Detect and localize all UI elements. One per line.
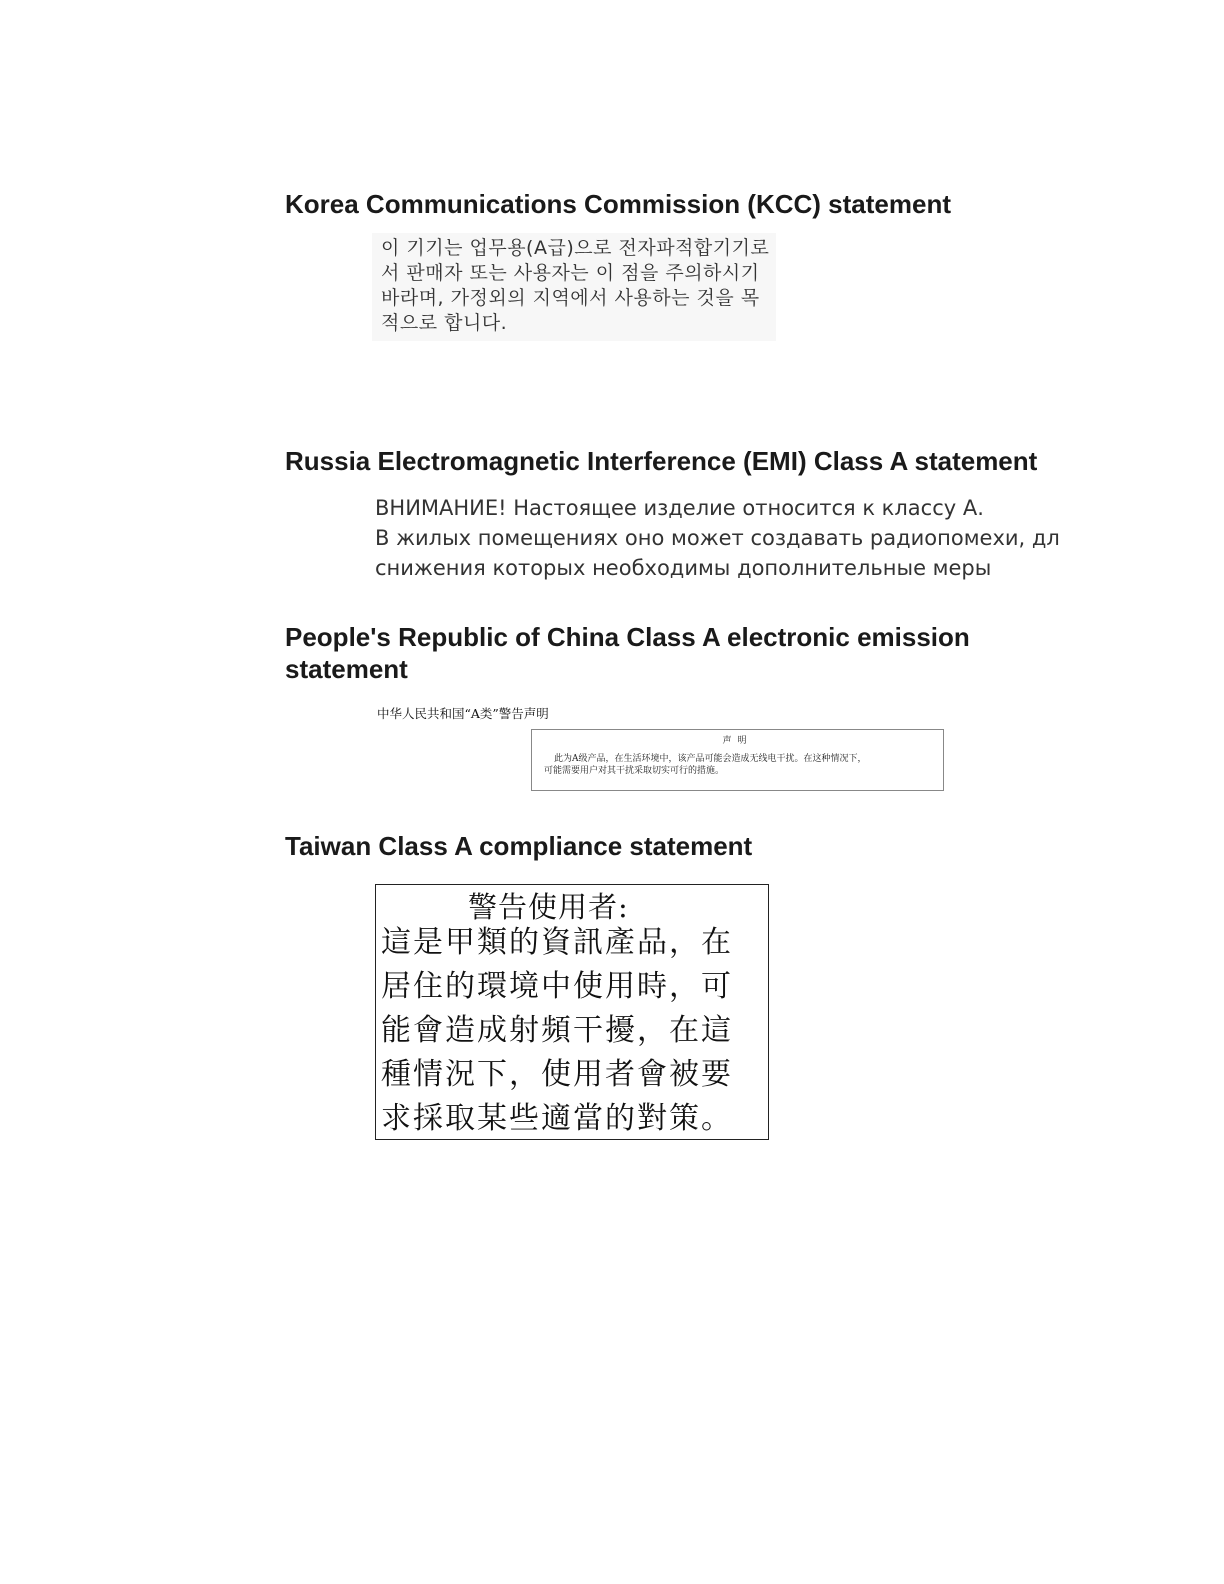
china-statement-line: 此为A级产品，在生活环境中，该产品可能会造成无线电干扰。在这种情况下，	[554, 754, 867, 764]
taiwan-statement-line: 能會造成射頻干擾，在這	[381, 1013, 733, 1048]
russia-emi-statement-image	[375, 493, 1110, 583]
china-statement-box-title: 声明	[722, 736, 753, 746]
china-statement-box	[531, 729, 944, 791]
korea-statement-line: 적으로 합니다.	[381, 312, 508, 334]
korea-statement-line: 이 기기는 업무용(A급)으로 전자파적합기기로	[381, 237, 770, 259]
korea-kcc-heading: Korea Communications Commission (KCC) statement	[285, 189, 951, 219]
russia-emi-heading: Russia Electromagnetic Interference (EMI) Class A statement	[285, 446, 1038, 476]
korea-statement-line: 서 판매자 또는 사용자는 이 점을 주의하시기	[381, 262, 760, 284]
taiwan-warning-title: 警告使用者:	[468, 890, 629, 924]
russia-statement-line: снижения которых необходимы дополнительные меры	[375, 556, 992, 580]
china-warning-title: 中华人民共和国“A类”警告声明	[377, 706, 549, 721]
taiwan-statement-line: 居住的環境中使用時，可	[381, 969, 733, 1004]
korea-kcc-statement-image	[372, 233, 776, 341]
taiwan-class-a-heading: Taiwan Class A compliance statement	[285, 831, 753, 861]
taiwan-statement-line: 這是甲類的資訊產品，在	[381, 925, 733, 960]
taiwan-statement-line: 種情況下，使用者會被要	[381, 1057, 733, 1092]
taiwan-statement-line: 求採取某些適當的對策。	[381, 1101, 733, 1136]
china-statement-line: 可能需要用户对其干扰采取切实可行的措施。	[544, 766, 725, 776]
china-class-a-heading: People's Republic of China Class A electronic emission statement	[285, 622, 970, 684]
russia-statement-line: ВНИМАНИЕ! Настоящее изделие относится к классу А.	[375, 496, 984, 520]
taiwan-statement-box	[375, 884, 769, 1140]
russia-statement-line: В жилых помещениях оно может создавать радиопомехи, дл	[375, 526, 1060, 550]
korea-statement-line: 바라며, 가정외의 지역에서 사용하는 것을 목	[381, 287, 760, 309]
